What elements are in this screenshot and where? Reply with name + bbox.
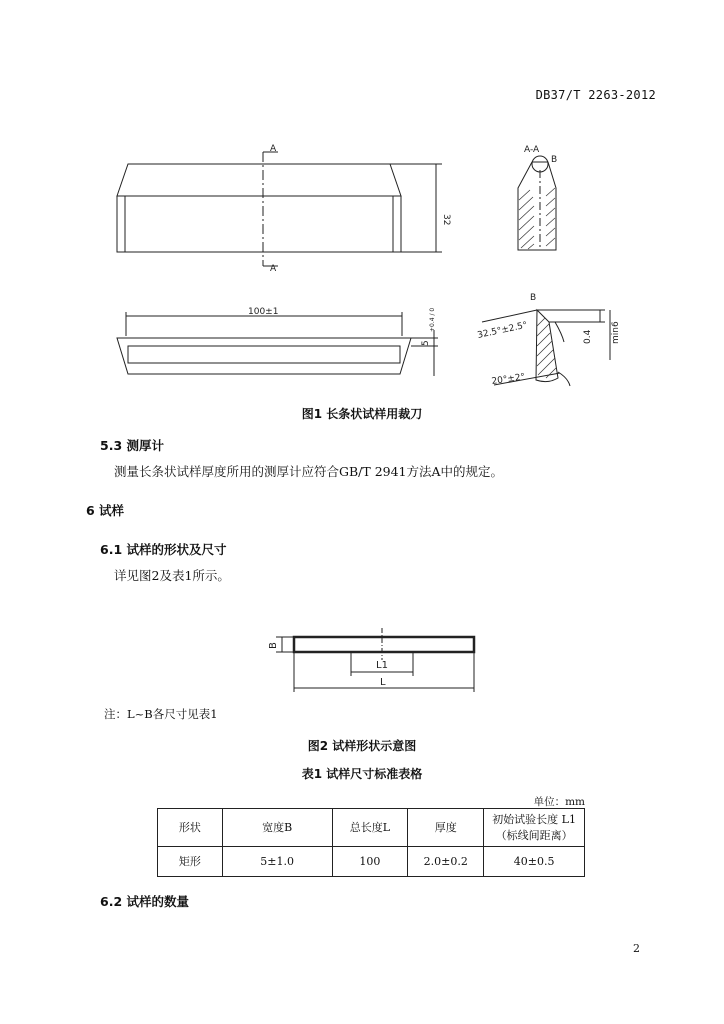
label-dim-5: 5	[421, 340, 431, 346]
label-dim-min6: min6	[611, 321, 621, 344]
label-detail-b: B	[530, 293, 537, 303]
label-dim-32: 32	[441, 214, 451, 226]
label-angle-upper: 32.5°±2.5°	[476, 320, 529, 341]
table1-caption: 表1 试样尺寸标准表格	[301, 767, 423, 781]
document-code: DB37/T 2263-2012	[535, 88, 656, 102]
header-width: 宽度B	[222, 809, 332, 847]
cell-thickness: 2.0±0.2	[408, 847, 484, 877]
label-b: B	[268, 642, 279, 649]
header-total-length: 总长度L	[332, 809, 408, 847]
figure1-drawing	[100, 140, 640, 400]
detail-b-circle	[532, 156, 548, 172]
label-l: L	[380, 677, 386, 688]
blade-top-bevel	[117, 164, 401, 196]
cell-initial-length: 40±0.5	[484, 847, 585, 877]
label-dim-5-tol: +0.4 / 0	[429, 307, 436, 332]
header-initial-length	[484, 809, 585, 847]
page-number: 2	[633, 942, 640, 955]
section-5-3-text: 测量长条状试样厚度所用的测厚计应符合GB/T 2941方法A中的规定。	[114, 464, 504, 479]
table-header-row	[158, 809, 585, 847]
cell-total-length: 100	[332, 847, 408, 877]
label-section-aa: A-A	[524, 145, 540, 155]
blade-side-outer	[117, 338, 411, 374]
label-l1: L1	[376, 660, 388, 671]
section-5-3-heading: 5.3 测厚计	[100, 438, 164, 453]
label-a-bottom: A	[270, 264, 277, 274]
figure1-caption: 图1 长条状试样用裁刀	[301, 407, 423, 421]
table1	[157, 808, 585, 877]
cell-shape: 矩形	[158, 847, 223, 877]
section-6-heading: 6 试样	[86, 503, 125, 518]
label-dim-100: 100±1	[248, 307, 279, 317]
table1-unit: 单位：mm	[533, 796, 585, 808]
header-shape: 形状	[158, 809, 223, 847]
section-6-1-text: 详见图2及表1所示。	[114, 568, 230, 583]
figure2-drawing	[262, 622, 488, 694]
figure2-note: 注：L~B各尺寸见表1	[104, 707, 218, 721]
blade-side-inner	[128, 346, 400, 363]
label-detail-b-top: B	[551, 155, 558, 165]
header-initial-length-line2: （标线间距离）	[495, 828, 573, 842]
label-dim-04: 0.4	[583, 329, 593, 344]
blade-top-body	[117, 196, 401, 252]
figure2-caption: 图2 试样形状示意图	[307, 739, 417, 753]
section-aa-hatch	[519, 188, 555, 249]
label-a-top: A	[270, 144, 277, 154]
specimen-outline	[294, 637, 474, 652]
section-6-1-heading: 6.1 试样的形状及尺寸	[100, 542, 227, 557]
header-initial-length-line1: 初始试验长度 L1	[492, 812, 576, 826]
header-thickness: 厚度	[408, 809, 484, 847]
section-6-2-heading: 6.2 试样的数量	[100, 894, 189, 909]
cell-width: 5±1.0	[222, 847, 332, 877]
table-row	[158, 847, 585, 877]
label-angle-lower: 20°±2°	[491, 372, 526, 387]
